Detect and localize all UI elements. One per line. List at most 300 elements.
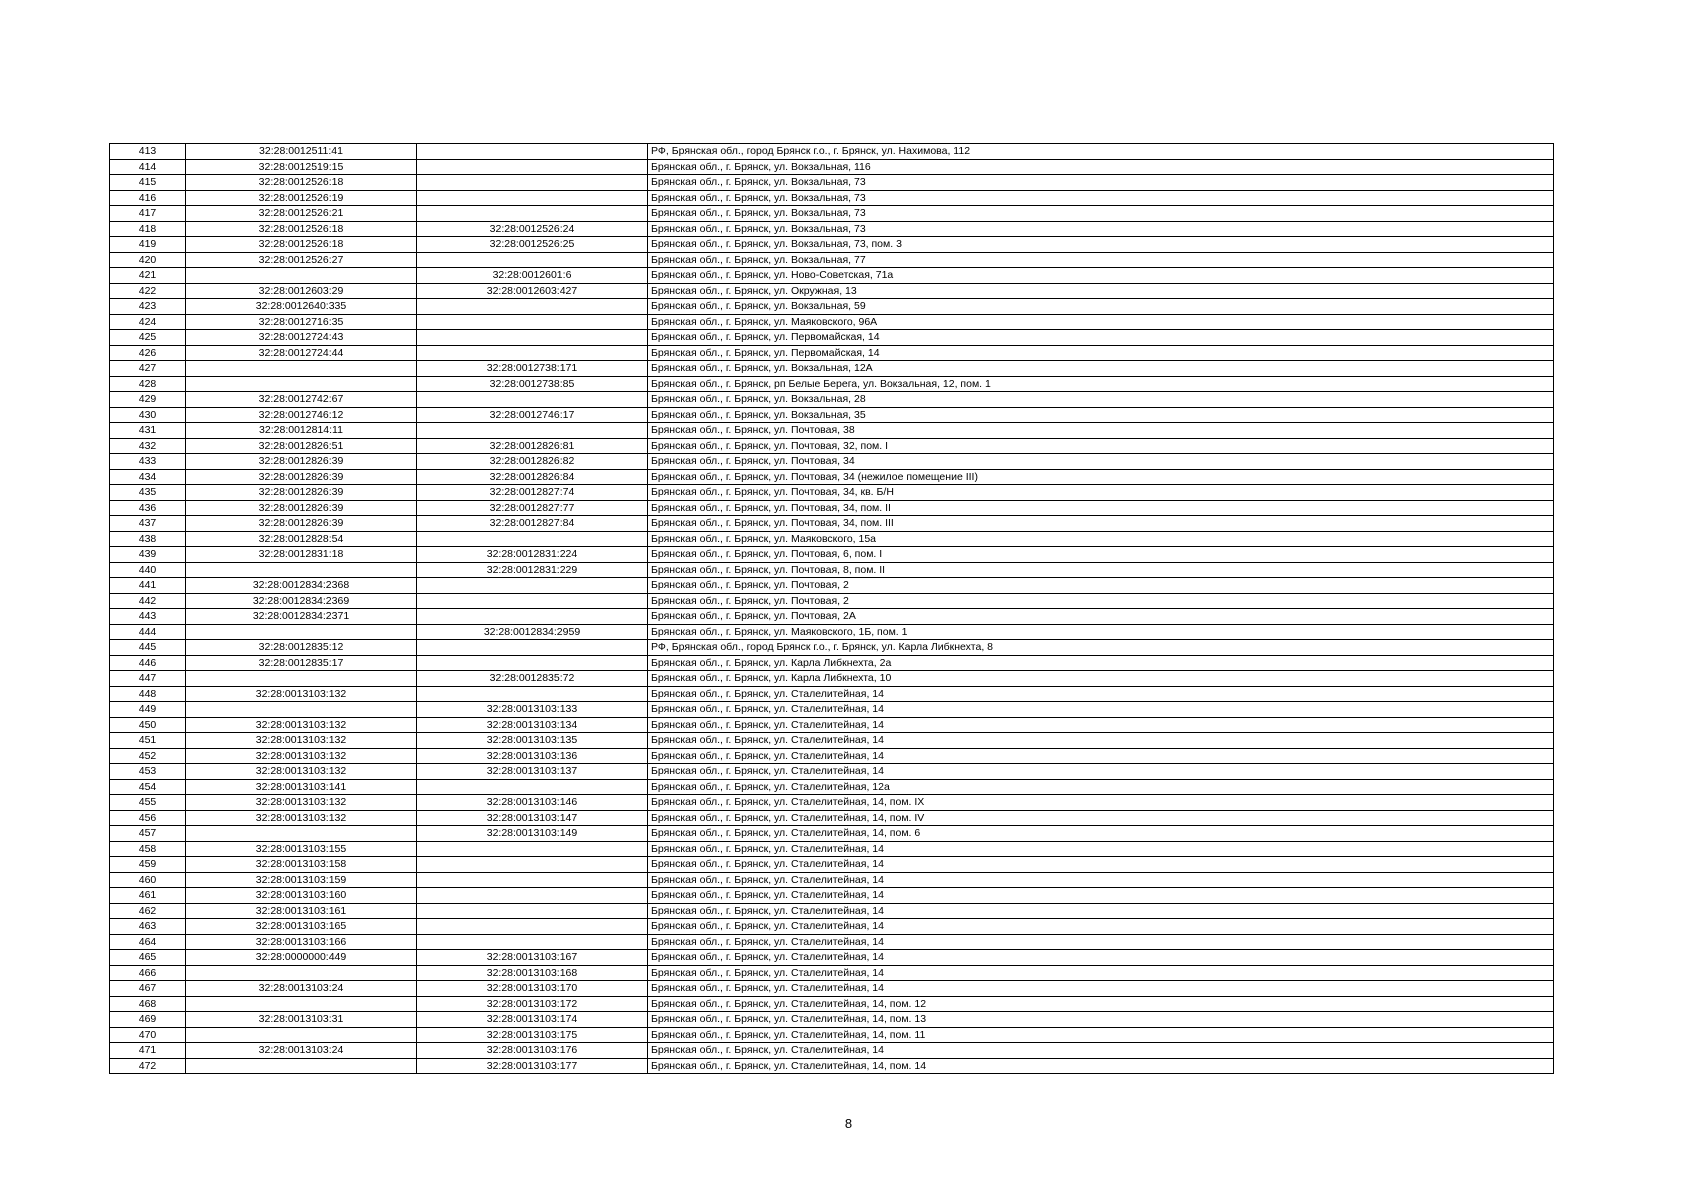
object-cadastral-number: 32:28:0013103:135 [417,733,648,749]
address: Брянская обл., г. Брянск, ул. Сталелитейная, 14 [648,1043,1554,1059]
table-row [110,950,1554,966]
address: Брянская обл., г. Брянск, ул. Вокзальная, 73 [648,175,1554,191]
table-row [110,299,1554,315]
land-cadastral-number [186,965,417,981]
land-cadastral-number: 32:28:0012826:39 [186,500,417,516]
address: Брянская обл., г. Брянск, ул. Первомайская, 14 [648,330,1554,346]
table-row [110,221,1554,237]
land-cadastral-number: 32:28:0013103:159 [186,872,417,888]
table-row [110,779,1554,795]
table-row [110,516,1554,532]
address: Брянская обл., г. Брянск, ул. Сталелитейная, 14, пом. IV [648,810,1554,826]
table-row [110,996,1554,1012]
row-number: 470 [110,1027,186,1043]
table-row [110,934,1554,950]
land-cadastral-number: 32:28:0013103:158 [186,857,417,873]
address: Брянская обл., г. Брянск, ул. Почтовая, 8, пом. II [648,562,1554,578]
land-cadastral-number: 32:28:0013103:132 [186,733,417,749]
address: Брянская обл., г. Брянск, ул. Сталелитейная, 14 [648,965,1554,981]
land-cadastral-number: 32:28:0013103:31 [186,1012,417,1028]
table-row [110,733,1554,749]
row-number: 426 [110,345,186,361]
object-cadastral-number [417,159,648,175]
address: Брянская обл., г. Брянск, ул. Сталелитейная, 14 [648,903,1554,919]
row-number: 458 [110,841,186,857]
row-number: 423 [110,299,186,315]
land-cadastral-number: 32:28:0012640:335 [186,299,417,315]
table-row [110,810,1554,826]
row-number: 443 [110,609,186,625]
address: Брянская обл., г. Брянск, ул. Вокзальная, 12А [648,361,1554,377]
address: Брянская обл., г. Брянск, ул. Маяковского, 96А [648,314,1554,330]
row-number: 447 [110,671,186,687]
address: Брянская обл., г. Брянск, ул. Почтовая, 34, пом. II [648,500,1554,516]
row-number: 468 [110,996,186,1012]
table-row [110,1058,1554,1074]
table-row [110,531,1554,547]
table-row [110,702,1554,718]
row-number: 416 [110,190,186,206]
land-cadastral-number [186,996,417,1012]
row-number: 453 [110,764,186,780]
register-table-body [110,144,1554,1074]
object-cadastral-number: 32:28:0012835:72 [417,671,648,687]
table-row [110,175,1554,191]
land-cadastral-number: 32:28:0012835:17 [186,655,417,671]
row-number: 439 [110,547,186,563]
address: Брянская обл., г. Брянск, ул. Окружная, 13 [648,283,1554,299]
object-cadastral-number [417,779,648,795]
table-row [110,826,1554,842]
address: Брянская обл., г. Брянск, ул. Карла Либкнехта, 10 [648,671,1554,687]
object-cadastral-number [417,423,648,439]
row-number: 450 [110,717,186,733]
table-row [110,624,1554,640]
address: Брянская обл., г. Брянск, ул. Ново-Советская, 71а [648,268,1554,284]
land-cadastral-number: 32:28:0012526:18 [186,237,417,253]
table-row [110,981,1554,997]
row-number: 442 [110,593,186,609]
table-row [110,841,1554,857]
address: Брянская обл., г. Брянск, ул. Сталелитейная, 14 [648,857,1554,873]
object-cadastral-number: 32:28:0012601:6 [417,268,648,284]
row-number: 454 [110,779,186,795]
object-cadastral-number: 32:28:0013103:149 [417,826,648,842]
register-table [109,143,1554,1074]
row-number: 464 [110,934,186,950]
object-cadastral-number [417,252,648,268]
table-row [110,268,1554,284]
table-row [110,1027,1554,1043]
object-cadastral-number [417,578,648,594]
land-cadastral-number: 32:28:0013103:132 [186,764,417,780]
address: Брянская обл., г. Брянск, ул. Вокзальная, 73 [648,190,1554,206]
table-row [110,562,1554,578]
address: Брянская обл., г. Брянск, ул. Сталелитейная, 14 [648,981,1554,997]
address: Брянская обл., г. Брянск, ул. Сталелитейная, 14 [648,950,1554,966]
address: Брянская обл., г. Брянск, ул. Сталелитейная, 14, пом. 13 [648,1012,1554,1028]
table-row [110,795,1554,811]
table-row [110,423,1554,439]
object-cadastral-number [417,392,648,408]
land-cadastral-number: 32:28:0012826:51 [186,438,417,454]
land-cadastral-number: 32:28:0012526:19 [186,190,417,206]
address: Брянская обл., г. Брянск, ул. Сталелитейная, 14 [648,686,1554,702]
object-cadastral-number: 32:28:0013103:168 [417,965,648,981]
table-row [110,888,1554,904]
land-cadastral-number: 32:28:0013103:132 [186,748,417,764]
table-row [110,857,1554,873]
row-number: 422 [110,283,186,299]
object-cadastral-number [417,314,648,330]
table-row [110,1043,1554,1059]
row-number: 433 [110,454,186,470]
row-number: 434 [110,469,186,485]
row-number: 465 [110,950,186,966]
land-cadastral-number: 32:28:0012828:54 [186,531,417,547]
row-number: 438 [110,531,186,547]
land-cadastral-number: 32:28:0012826:39 [186,469,417,485]
row-number: 436 [110,500,186,516]
address: Брянская обл., г. Брянск, ул. Сталелитейная, 14, пом. 6 [648,826,1554,842]
row-number: 429 [110,392,186,408]
object-cadastral-number: 32:28:0013103:137 [417,764,648,780]
address: Брянская обл., г. Брянск, ул. Вокзальная, 77 [648,252,1554,268]
land-cadastral-number: 32:28:0013103:132 [186,810,417,826]
address: Брянская обл., г. Брянск, ул. Почтовая, 2 [648,578,1554,594]
land-cadastral-number: 32:28:0013103:166 [186,934,417,950]
land-cadastral-number: 32:28:0012724:44 [186,345,417,361]
row-number: 466 [110,965,186,981]
table-row [110,438,1554,454]
table-row [110,144,1554,160]
address: Брянская обл., г. Брянск, ул. Сталелитейная, 14, пом. 14 [648,1058,1554,1074]
row-number: 448 [110,686,186,702]
object-cadastral-number: 32:28:0012826:81 [417,438,648,454]
object-cadastral-number [417,144,648,160]
row-number: 414 [110,159,186,175]
object-cadastral-number [417,345,648,361]
address: Брянская обл., г. Брянск, ул. Сталелитейная, 14 [648,748,1554,764]
land-cadastral-number: 32:28:0012834:2371 [186,609,417,625]
address: Брянская обл., г. Брянск, ул. Сталелитейная, 14 [648,717,1554,733]
address: Брянская обл., г. Брянск, ул. Сталелитейная, 14 [648,764,1554,780]
address: Брянская обл., г. Брянск, ул. Сталелитейная, 14, пом. IX [648,795,1554,811]
address: Брянская обл., г. Брянск, ул. Маяковского, 1Б, пом. 1 [648,624,1554,640]
object-cadastral-number [417,686,648,702]
address: Брянская обл., г. Брянск, ул. Сталелитейная, 14, пом. 12 [648,996,1554,1012]
row-number: 461 [110,888,186,904]
row-number: 467 [110,981,186,997]
row-number: 449 [110,702,186,718]
object-cadastral-number: 32:28:0012526:25 [417,237,648,253]
object-cadastral-number [417,903,648,919]
address: Брянская обл., г. Брянск, ул. Сталелитейная, 14, пом. 11 [648,1027,1554,1043]
address: Брянская обл., г. Брянск, ул. Почтовая, 38 [648,423,1554,439]
land-cadastral-number: 32:28:0012526:18 [186,221,417,237]
row-number: 472 [110,1058,186,1074]
row-number: 424 [110,314,186,330]
table-row [110,345,1554,361]
row-number: 418 [110,221,186,237]
land-cadastral-number [186,671,417,687]
table-row [110,671,1554,687]
object-cadastral-number [417,857,648,873]
land-cadastral-number: 32:28:0013103:24 [186,981,417,997]
address: Брянская обл., г. Брянск, ул. Почтовая, 6, пом. I [648,547,1554,563]
row-number: 413 [110,144,186,160]
land-cadastral-number: 32:28:0013103:155 [186,841,417,857]
table-row [110,919,1554,935]
address: Брянская обл., г. Брянск, ул. Сталелитейная, 14 [648,919,1554,935]
object-cadastral-number [417,175,648,191]
land-cadastral-number: 32:28:0012826:39 [186,516,417,532]
object-cadastral-number [417,888,648,904]
object-cadastral-number: 32:28:0012826:84 [417,469,648,485]
address: Брянская обл., г. Брянск, ул. Вокзальная, 73 [648,206,1554,222]
object-cadastral-number: 32:28:0013103:146 [417,795,648,811]
row-number: 462 [110,903,186,919]
table-row [110,392,1554,408]
land-cadastral-number: 32:28:0012526:21 [186,206,417,222]
row-number: 425 [110,330,186,346]
object-cadastral-number: 32:28:0013103:177 [417,1058,648,1074]
object-cadastral-number: 32:28:0012603:427 [417,283,648,299]
land-cadastral-number: 32:28:0013103:161 [186,903,417,919]
object-cadastral-number: 32:28:0013103:134 [417,717,648,733]
object-cadastral-number [417,655,648,671]
row-number: 419 [110,237,186,253]
address: Брянская обл., г. Брянск, ул. Сталелитейная, 14 [648,733,1554,749]
address: Брянская обл., г. Брянск, ул. Вокзальная, 35 [648,407,1554,423]
table-row [110,454,1554,470]
object-cadastral-number: 32:28:0012834:2959 [417,624,648,640]
land-cadastral-number [186,562,417,578]
object-cadastral-number [417,593,648,609]
row-number: 427 [110,361,186,377]
table-row [110,547,1554,563]
object-cadastral-number: 32:28:0013103:172 [417,996,648,1012]
land-cadastral-number: 32:28:0013103:24 [186,1043,417,1059]
object-cadastral-number [417,872,648,888]
table-row [110,190,1554,206]
row-number: 437 [110,516,186,532]
row-number: 445 [110,640,186,656]
table-row [110,407,1554,423]
address: Брянская обл., г. Брянск, ул. Первомайская, 14 [648,345,1554,361]
object-cadastral-number [417,531,648,547]
table-row [110,593,1554,609]
object-cadastral-number [417,190,648,206]
address: Брянская обл., г. Брянск, ул. Сталелитейная, 14 [648,841,1554,857]
address: Брянская обл., г. Брянск, ул. Сталелитейная, 14 [648,702,1554,718]
object-cadastral-number: 32:28:0012831:224 [417,547,648,563]
table-row [110,314,1554,330]
address: Брянская обл., г. Брянск, ул. Сталелитейная, 14 [648,934,1554,950]
land-cadastral-number: 32:28:0012826:39 [186,454,417,470]
land-cadastral-number: 32:28:0013103:132 [186,795,417,811]
object-cadastral-number: 32:28:0013103:133 [417,702,648,718]
land-cadastral-number: 32:28:0013103:160 [186,888,417,904]
table-row [110,764,1554,780]
row-number: 451 [110,733,186,749]
object-cadastral-number [417,299,648,315]
address: РФ, Брянская обл., город Брянск г.о., г. Брянск, ул. Нахимова, 112 [648,144,1554,160]
land-cadastral-number: 32:28:0012746:12 [186,407,417,423]
object-cadastral-number: 32:28:0013103:170 [417,981,648,997]
object-cadastral-number [417,640,648,656]
object-cadastral-number [417,330,648,346]
object-cadastral-number: 32:28:0013103:175 [417,1027,648,1043]
row-number: 459 [110,857,186,873]
object-cadastral-number: 32:28:0013103:147 [417,810,648,826]
row-number: 471 [110,1043,186,1059]
land-cadastral-number [186,1058,417,1074]
row-number: 431 [110,423,186,439]
row-number: 415 [110,175,186,191]
land-cadastral-number: 32:28:0012526:18 [186,175,417,191]
table-row [110,252,1554,268]
object-cadastral-number: 32:28:0013103:174 [417,1012,648,1028]
address: РФ, Брянская обл., город Брянск г.о., г. Брянск, ул. Карла Либкнехта, 8 [648,640,1554,656]
page-number: 8 [844,1116,853,1131]
row-number: 469 [110,1012,186,1028]
land-cadastral-number [186,702,417,718]
row-number: 452 [110,748,186,764]
address: Брянская обл., г. Брянск, ул. Сталелитейная, 14 [648,872,1554,888]
object-cadastral-number [417,609,648,625]
row-number: 430 [110,407,186,423]
land-cadastral-number: 32:28:0012716:35 [186,314,417,330]
address: Брянская обл., г. Брянск, ул. Почтовая, 2 [648,593,1554,609]
object-cadastral-number: 32:28:0012526:24 [417,221,648,237]
object-cadastral-number: 32:28:0013103:167 [417,950,648,966]
table-row [110,283,1554,299]
object-cadastral-number: 32:28:0012746:17 [417,407,648,423]
object-cadastral-number: 32:28:0013103:176 [417,1043,648,1059]
table-row [110,237,1554,253]
table-row [110,903,1554,919]
object-cadastral-number [417,919,648,935]
row-number: 420 [110,252,186,268]
row-number: 421 [110,268,186,284]
address: Брянская обл., г. Брянск, ул. Вокзальная, 59 [648,299,1554,315]
address: Брянская обл., г. Брянск, ул. Почтовая, 34 (нежилое помещение III) [648,469,1554,485]
row-number: 435 [110,485,186,501]
address: Брянская обл., г. Брянск, ул. Сталелитейная, 14 [648,888,1554,904]
land-cadastral-number [186,376,417,392]
object-cadastral-number: 32:28:0012738:171 [417,361,648,377]
table-row [110,686,1554,702]
table-row [110,872,1554,888]
row-number: 446 [110,655,186,671]
table-row [110,485,1554,501]
object-cadastral-number [417,934,648,950]
address: Брянская обл., г. Брянск, ул. Вокзальная, 116 [648,159,1554,175]
land-cadastral-number: 32:28:0012742:67 [186,392,417,408]
object-cadastral-number: 32:28:0012831:229 [417,562,648,578]
land-cadastral-number: 32:28:0012519:15 [186,159,417,175]
table-row [110,578,1554,594]
row-number: 456 [110,810,186,826]
table-row [110,965,1554,981]
address: Брянская обл., г. Брянск, рп Белые Берега, ул. Вокзальная, 12, пом. 1 [648,376,1554,392]
address: Брянская обл., г. Брянск, ул. Почтовая, 34, пом. III [648,516,1554,532]
address: Брянская обл., г. Брянск, ул. Маяковского, 15а [648,531,1554,547]
land-cadastral-number: 32:28:0012834:2368 [186,578,417,594]
address: Брянская обл., г. Брянск, ул. Вокзальная, 73, пом. 3 [648,237,1554,253]
land-cadastral-number [186,1027,417,1043]
table-row [110,748,1554,764]
land-cadastral-number [186,826,417,842]
address: Брянская обл., г. Брянск, ул. Почтовая, 34, кв. Б/Н [648,485,1554,501]
land-cadastral-number: 32:28:0012814:11 [186,423,417,439]
land-cadastral-number: 32:28:0013103:132 [186,686,417,702]
object-cadastral-number: 32:28:0013103:136 [417,748,648,764]
table-row [110,469,1554,485]
object-cadastral-number: 32:28:0012738:85 [417,376,648,392]
table-row [110,361,1554,377]
object-cadastral-number [417,206,648,222]
address: Брянская обл., г. Брянск, ул. Почтовая, 2А [648,609,1554,625]
table-row [110,330,1554,346]
table-row [110,640,1554,656]
row-number: 455 [110,795,186,811]
object-cadastral-number: 32:28:0012826:82 [417,454,648,470]
land-cadastral-number: 32:28:0012603:29 [186,283,417,299]
table-row [110,655,1554,671]
address: Брянская обл., г. Брянск, ул. Вокзальная, 73 [648,221,1554,237]
row-number: 417 [110,206,186,222]
land-cadastral-number: 32:28:0012831:18 [186,547,417,563]
object-cadastral-number: 32:28:0012827:77 [417,500,648,516]
row-number: 432 [110,438,186,454]
table-row [110,717,1554,733]
address: Брянская обл., г. Брянск, ул. Сталелитейная, 12а [648,779,1554,795]
address: Брянская обл., г. Брянск, ул. Карла Либкнехта, 2а [648,655,1554,671]
row-number: 463 [110,919,186,935]
land-cadastral-number: 32:28:0013103:132 [186,717,417,733]
land-cadastral-number: 32:28:0012511:41 [186,144,417,160]
table-row [110,500,1554,516]
land-cadastral-number [186,624,417,640]
table-row [110,376,1554,392]
row-number: 440 [110,562,186,578]
table-row [110,1012,1554,1028]
land-cadastral-number [186,268,417,284]
table-row [110,159,1554,175]
table-row [110,609,1554,625]
land-cadastral-number: 32:28:0000000:449 [186,950,417,966]
land-cadastral-number: 32:28:0013103:165 [186,919,417,935]
address: Брянская обл., г. Брянск, ул. Почтовая, 32, пом. I [648,438,1554,454]
land-cadastral-number: 32:28:0013103:141 [186,779,417,795]
row-number: 457 [110,826,186,842]
address: Брянская обл., г. Брянск, ул. Почтовая, 34 [648,454,1554,470]
object-cadastral-number: 32:28:0012827:74 [417,485,648,501]
row-number: 460 [110,872,186,888]
land-cadastral-number: 32:28:0012724:43 [186,330,417,346]
land-cadastral-number [186,361,417,377]
object-cadastral-number: 32:28:0012827:84 [417,516,648,532]
object-cadastral-number [417,841,648,857]
address: Брянская обл., г. Брянск, ул. Вокзальная, 28 [648,392,1554,408]
row-number: 441 [110,578,186,594]
land-cadastral-number: 32:28:0012526:27 [186,252,417,268]
land-cadastral-number: 32:28:0012826:39 [186,485,417,501]
row-number: 428 [110,376,186,392]
land-cadastral-number: 32:28:0012834:2369 [186,593,417,609]
